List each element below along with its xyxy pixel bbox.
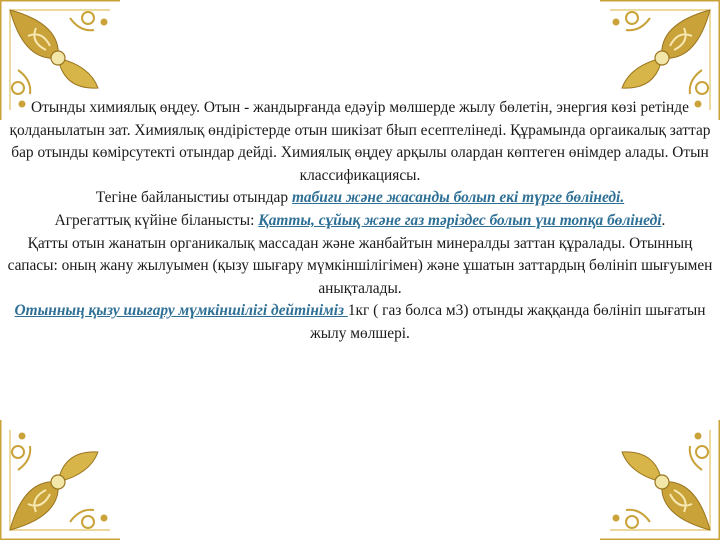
- paragraph-heat-definition: [6, 300, 714, 345]
- origin-label: Тегіне байланыстиы отындар: [95, 189, 292, 207]
- corner-ornament-bottom-right-icon: [600, 420, 720, 540]
- document-body: [6, 97, 714, 346]
- paragraph-state: [6, 210, 714, 233]
- state-link[interactable]: Қатты, сұйық және газ тәріздес болып үш топқа бөлінеді: [258, 211, 662, 229]
- state-suffix: .: [661, 211, 666, 229]
- paragraph-intro: Отынды химиялық өңдеу. Отын - жандырғанда едәуір мөлшерде жылу бөлетін, энергия көзі ретінде қолданылатын зат. Химиялық өндірістерде отын шикізат бłып есептелінеді. Құрамында оргаикалық заттар бар отынды көмірсутекті отындар дейді. Химиялық өңдеу арқылы олардан көптеген өнімдер алады. Отын классификациясы.: [9, 99, 711, 184]
- state-label: Агрегаттық күйіне біланысты:: [54, 211, 259, 229]
- corner-ornament-bottom-left-icon: [0, 420, 120, 540]
- paragraph-origin: [6, 187, 714, 210]
- heat-definition-link[interactable]: Отынның қызу шығару мүмкіншілігі дейтініміз: [14, 302, 348, 320]
- heat-definition-text: 1кг ( газ болса м3) отынды жаққанда бөлініп шығатын жылу мөлшері.: [310, 302, 706, 342]
- paragraph-solid-fuel: Қатты отын жанатын органикалық массадан және жанбайтын минералды заттан құралады. Отынның сапасы: оның жану жылуымен (қызу шығару мүмкіншілігімен) және ұшатын заттардың бөлініп шығуымен анықталады.: [7, 234, 713, 297]
- origin-link[interactable]: табиғи және жасанды болып екі түрге бөлінеді.: [291, 189, 625, 207]
